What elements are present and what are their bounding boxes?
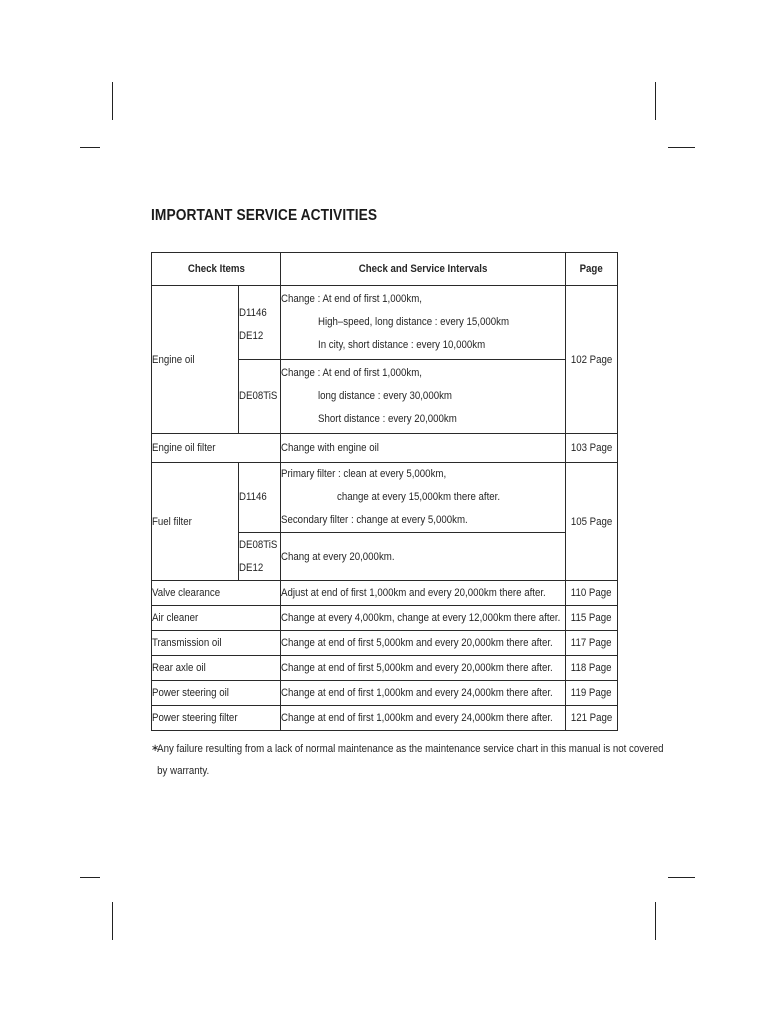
table-row (152, 631, 618, 656)
engine-oil-models-b: DE08TiS (239, 360, 281, 434)
crop-mark-top-left-vertical (112, 82, 113, 120)
fuel-filter-models-a: D1146 (239, 463, 281, 533)
engine-oil-models-a: D1146 DE12 (239, 286, 281, 360)
table-row-fuel-filter-a (152, 463, 618, 533)
page-title: IMPORTANT SERVICE ACTIVITIES (151, 207, 378, 224)
fuel-filter-label: Fuel filter (152, 463, 239, 581)
row-item-label: Transmission oil (152, 631, 281, 656)
table-row (152, 656, 618, 681)
footnote-asterisk: ∗ (151, 743, 160, 754)
row-interval: Change at end of first 1,000km and every 24,000km there after. (281, 706, 566, 731)
row-interval: Change at every 4,000km, change at every 12,000km there after. (281, 606, 566, 631)
table-header-row (152, 253, 618, 286)
row-interval: Change at end of first 1,000km and every 24,000km there after. (281, 681, 566, 706)
crop-mark-top-left-horizontal (80, 147, 100, 148)
crop-mark-bottom-left-vertical (112, 902, 113, 940)
crop-mark-bottom-right-horizontal (668, 877, 695, 878)
row-page: 118 Page (566, 656, 618, 681)
crop-mark-bottom-right-vertical (655, 902, 656, 940)
engine-oil-page: 102 Page (566, 286, 618, 434)
header-page: Page (566, 253, 618, 286)
row-page: 119 Page (566, 681, 618, 706)
row-interval: Change at end of first 5,000km and every 20,000km there after. (281, 656, 566, 681)
service-activities-table (151, 252, 618, 731)
row-page: 115 Page (566, 606, 618, 631)
engine-oil-interval-b: Change : At end of first 1,000km, long distance : every 30,000km Short distance : every 20,000km (281, 360, 566, 434)
crop-mark-top-right-horizontal (668, 147, 695, 148)
row-item-label: Power steering oil (152, 681, 281, 706)
engine-oil-filter-interval: Change with engine oil (281, 434, 566, 463)
engine-oil-filter-page: 103 Page (566, 434, 618, 463)
header-check-service-intervals: Check and Service Intervals (281, 253, 566, 286)
fuel-filter-models-b: DE08TiS DE12 (239, 533, 281, 581)
header-check-items: Check Items (152, 253, 281, 286)
warranty-footnote (151, 738, 664, 782)
footnote-line-2: by warranty. (157, 765, 210, 777)
row-item-label: Valve clearance (152, 581, 281, 606)
fuel-filter-interval-a: Primary filter : clean at every 5,000km, change at every 15,000km there after. Secondary filter : change at every 5,000km. (281, 463, 566, 533)
table-row-engine-oil-a (152, 286, 618, 360)
engine-oil-label: Engine oil (152, 286, 239, 434)
row-interval: Adjust at end of first 1,000km and every 20,000km there after. (281, 581, 566, 606)
crop-mark-top-right-vertical (655, 82, 656, 120)
footnote-line-1: Any failure resulting from a lack of normal maintenance as the maintenance service chart in this manual is not covered (157, 743, 664, 755)
engine-oil-filter-label: Engine oil filter (152, 434, 281, 463)
fuel-filter-interval-b: Chang at every 20,000km. (281, 533, 566, 581)
table-row (152, 681, 618, 706)
engine-oil-interval-a: Change : At end of first 1,000km, High–speed, long distance : every 15,000km In city, short distance : every 10,000km (281, 286, 566, 360)
row-page: 110 Page (566, 581, 618, 606)
fuel-filter-page: 105 Page (566, 463, 618, 581)
table-row-engine-oil-filter (152, 434, 618, 463)
row-item-label: Power steering filter (152, 706, 281, 731)
row-interval: Change at end of first 5,000km and every 20,000km there after. (281, 631, 566, 656)
row-page: 121 Page (566, 706, 618, 731)
table-row (152, 606, 618, 631)
row-item-label: Rear axle oil (152, 656, 281, 681)
row-item-label: Air cleaner (152, 606, 281, 631)
table-row (152, 581, 618, 606)
row-page: 117 Page (566, 631, 618, 656)
crop-mark-bottom-left-horizontal (80, 877, 100, 878)
table-row (152, 706, 618, 731)
